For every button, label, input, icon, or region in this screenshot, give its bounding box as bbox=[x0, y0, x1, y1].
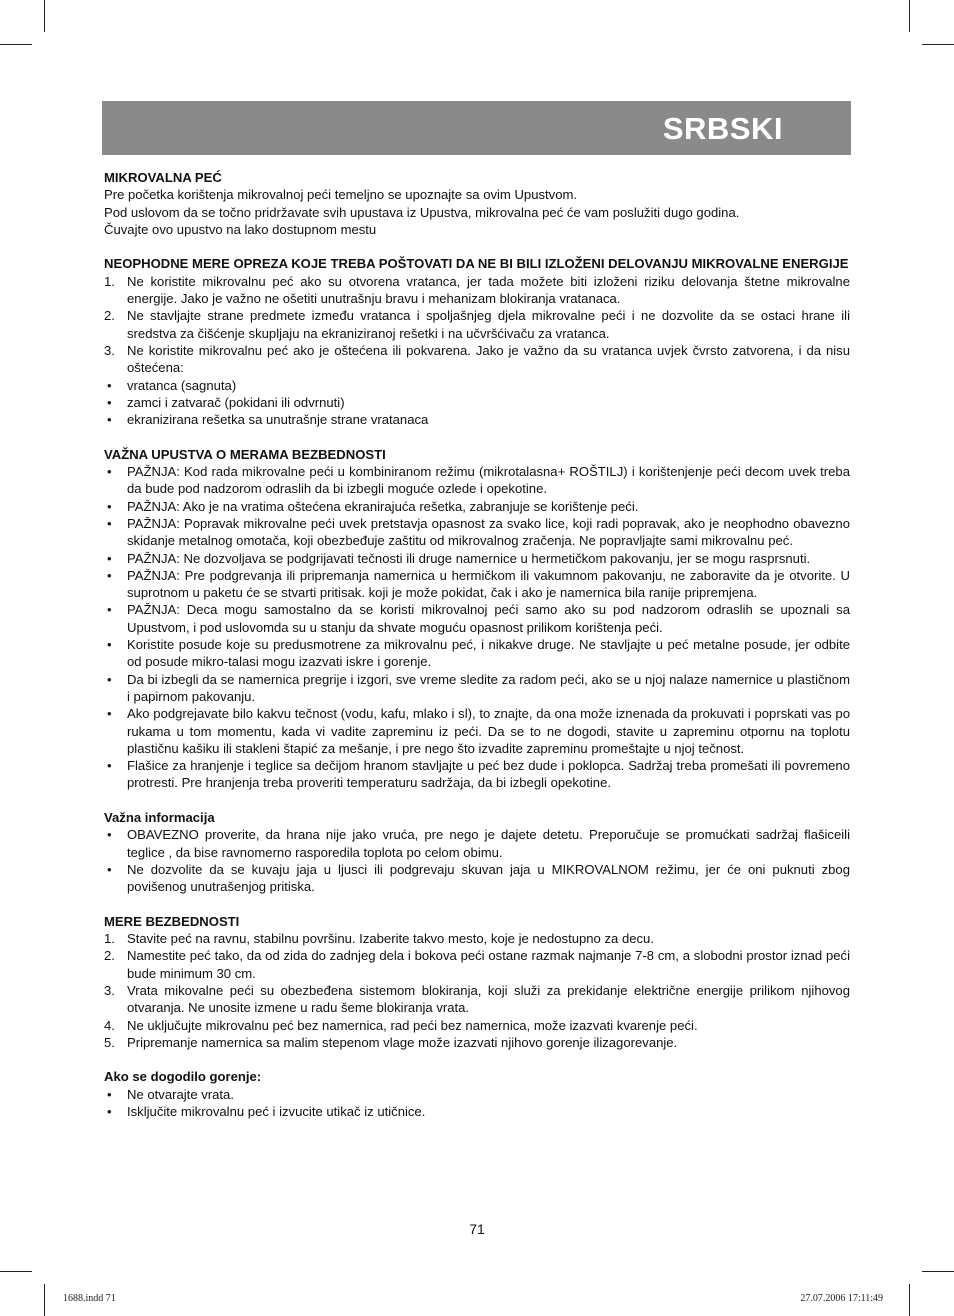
item-number: 1. bbox=[104, 931, 115, 947]
item-text: PAŽNJA: Kod rada mikrovalne peći u kombiniranom režimu (mikrotalasna+ ROŠTILJ) i korištenjenje peći decom uvek treba da bude pod nadzorom odraslih da bi izbegli moguće ozlede i opekotine. bbox=[127, 464, 850, 497]
item-number: 2. bbox=[104, 948, 115, 964]
item-text: PAŽNJA: Ne dozvoljava se podgrijavati tečnosti ili druge namernice u hermetičkom pakovanju, jer se mogu rasprsnuti. bbox=[127, 550, 811, 566]
section bbox=[104, 446, 850, 792]
crop-mark bbox=[909, 0, 910, 32]
bullet-item bbox=[104, 515, 850, 550]
bullet-marker: • bbox=[107, 671, 112, 687]
paragraph: Čuvajte ovo upustvo na lako dostupnom mestu bbox=[104, 221, 377, 237]
section bbox=[104, 169, 850, 238]
numbered-item bbox=[104, 930, 850, 947]
bullet-item bbox=[104, 411, 850, 428]
item-text: Ako podgrejavate bilo kakvu tečnost (vodu, kafu, mlako i sl), to znajte, da ona može iznenada da prokuvati i poprskati vas po rukama u tom momentu, kada vi vadite zapreminu iz peći. Da se to ne dogodi, stavite u zapreminu otpornu na toplotu plastičnu kašiku ili stakleni štapić za mešanje, i pre nego što izvadite zapreminu promeštajte u njoj tečnost. bbox=[127, 706, 850, 756]
numbered-item bbox=[104, 307, 850, 342]
item-text: Ne koristite mikrovalnu peć ako je oštećena ili pokvarena. Jako je važno da su vratanca uvjek čvrsto zatvorena, i da nisu oštećena: bbox=[127, 342, 850, 376]
bullet-item bbox=[104, 1086, 850, 1103]
bullet-marker: • bbox=[107, 498, 112, 514]
item-text: Ne otvarajte vrata. bbox=[127, 1086, 234, 1102]
bullet-marker: • bbox=[107, 1086, 112, 1102]
bullet-item bbox=[104, 757, 850, 792]
item-number: 3. bbox=[104, 342, 115, 358]
item-text: Ne uključujte mikrovalnu peć bez namernica, rad peći bez namernica, može izazvati kvarenje peći. bbox=[127, 1017, 698, 1033]
bullet-item bbox=[104, 394, 850, 411]
bullet-item bbox=[104, 567, 850, 602]
item-number: 5. bbox=[104, 1034, 115, 1050]
item-text: PAŽNJA: Popravak mikrovalne peći uvek pretstavja opasnost za svako lice, koji radi popravak, ako je neophodno obavezno skidanje metalnog omotača, koji obezbeđuje zaštitu od mikrovalnog zračenja. Ne popravljajte sami mikrovalnu peć. bbox=[127, 515, 850, 549]
crop-mark bbox=[922, 44, 954, 45]
footer-datetime: 27.07.2006 17:11:49 bbox=[800, 1293, 883, 1304]
bullet-item bbox=[104, 601, 850, 636]
item-text: Ne dozvolite da se kuvaju jaja u ljusci ili podgrevaju skuvan jaja u MIKROVALNOM režimu, jer će oni puknuti zbog povišenog unutrašenjog pritiska. bbox=[127, 861, 850, 895]
bullet-marker: • bbox=[107, 861, 112, 877]
bullet-marker: • bbox=[107, 758, 112, 774]
paragraph: Pod uslovom da se točno pridržavate svih upustava iz Upustva, mikrovalna peć će vam poslužiti dugo godina. bbox=[104, 204, 740, 220]
item-text: PAŽNJA: Pre podgrevanja ili pripremanja namernica u hermičkom ili vakumnom pakovanju, ne zaboravite da je otvorite. U suprotnom u paketu će se stvarti pritisak. koji je može pokidat, čak i ako je namernica bila ranije pripremjena. bbox=[127, 567, 850, 601]
page-number: 71 bbox=[469, 1221, 485, 1237]
section-title: VAŽNA UPUSTVA O MERAMA BEZBEDNOSTI bbox=[104, 446, 386, 462]
paragraph: Pre početka korištenja mikrovalnoj peći temeljno se upoznajte sa ovim Upustvom. bbox=[104, 187, 578, 203]
language-header-bar bbox=[102, 101, 851, 155]
item-number: 4. bbox=[104, 1017, 115, 1033]
numbered-item bbox=[104, 273, 850, 308]
item-text: Ne koristite mikrovalnu peć ako su otvorena vratanca, jer tada možete biti izloženi riziku delovanja štetne mikrovalne energije. Jako je važno ne ošetiti unutrašnju bravu i mehanizam blokiranja vratanaca. bbox=[127, 273, 850, 307]
section-title: Ako se dogodilo gorenje: bbox=[104, 1069, 262, 1085]
item-text: Da bi izbegli da se namernica pregrije i izgori, sve vreme sledite za radom peći, ako se u njoj nalaze namernice u plastičnom i papirnom pakovanju. bbox=[127, 671, 850, 704]
bullet-marker: • bbox=[107, 827, 112, 843]
item-text: ekranizirana rešetka sa unutrašnje strane vratanaca bbox=[127, 412, 429, 428]
item-text: Vrata mikovalne peći su obezbeđena sistemom blokiranja, koji služi za prekidanje električne energije prilikom njihovog otvaranja. Ne unosite izmene u radu šeme blokiranja vrata. bbox=[127, 982, 850, 1016]
bullet-item bbox=[104, 705, 850, 757]
bullet-item bbox=[104, 550, 850, 567]
numbered-item bbox=[104, 1017, 850, 1034]
section-title: MERE BEZBEDNOSTI bbox=[104, 913, 240, 929]
item-text: Ne stavljajte strane predmete između vratanca i spoljašnjeg djela mikrovalne peći i ne dozvolite da se ostaci hrane ili sredstva za čišćenje skupljaju na ekraniziranoj rešetki i na učvršćivaču za vratanca. bbox=[127, 308, 850, 341]
bullet-item bbox=[104, 861, 850, 896]
section bbox=[104, 255, 850, 428]
section bbox=[104, 913, 850, 1051]
crop-mark bbox=[0, 44, 32, 45]
bullet-marker: • bbox=[107, 377, 112, 393]
item-text: Pripremanje namernica sa malim stepenom vlage može izazvati njihovo gorenje ilizagorevanje. bbox=[127, 1034, 678, 1050]
crop-mark bbox=[44, 0, 45, 32]
bullet-marker: • bbox=[107, 602, 112, 618]
crop-mark bbox=[44, 1284, 45, 1316]
language-title: SRBSKI bbox=[662, 111, 783, 146]
bullet-item bbox=[104, 498, 850, 515]
bullet-marker: • bbox=[107, 1104, 112, 1120]
section bbox=[104, 809, 850, 895]
numbered-item bbox=[104, 982, 850, 1017]
item-text: OBAVEZNO proverite, da hrana nije jako vruća, pre nego je dajete detetu. Preporučuje se promućkati sadržaj flašiceili teglice , da bise ravnomerno rasporedila toplota po celom obimu. bbox=[127, 827, 850, 860]
section bbox=[104, 1068, 850, 1120]
bullet-marker: • bbox=[107, 515, 112, 531]
item-text: vratanca (sagnuta) bbox=[127, 377, 237, 393]
bullet-item bbox=[104, 463, 850, 498]
bullet-marker: • bbox=[107, 567, 112, 583]
item-number: 1. bbox=[104, 273, 115, 289]
section-title: NEOPHODNE MERE OPREZA KOJE TREBA POŠTOVATI DA NE BI BILI IZLOŽENI DELOVANJU MIKROVALNE ENERGIJE bbox=[104, 256, 849, 272]
bullet-marker: • bbox=[107, 412, 112, 428]
bullet-marker: • bbox=[107, 706, 112, 722]
item-text: Namestite peć tako, da od zida do zadnjeg dela i bokova peći ostane razmak najmanje 7-8 cm, a slobodni prostor iznad peći bude minimum 30 cm. bbox=[127, 948, 850, 981]
section-title: Važna informacija bbox=[104, 809, 215, 825]
item-text: zamci i zatvarač (pokidani ili odvrnuti) bbox=[127, 394, 345, 410]
crop-mark bbox=[909, 1284, 910, 1316]
numbered-item bbox=[104, 1034, 850, 1051]
section-title: MIKROVALNA PEĆ bbox=[104, 170, 222, 185]
item-number: 2. bbox=[104, 308, 115, 324]
item-text: PAŽNJA: Ako je na vratima oštećena ekranirajuća rešetka, zabranjuje se korištenje peći. bbox=[127, 498, 639, 514]
bullet-marker: • bbox=[107, 550, 112, 566]
document-body bbox=[104, 169, 850, 1138]
item-text: PAŽNJA: Deca mogu samostalno da se koristi mikrovalnoj peći samo ako su pod nadzorom odraslih se upoznali sa Upustvom, i pod uslovomda su u stanju da shvate moguću opasnost prilikom korištenja peći. bbox=[127, 602, 850, 635]
bullet-item bbox=[104, 671, 850, 706]
bullet-item bbox=[104, 636, 850, 671]
bullet-marker: • bbox=[107, 464, 112, 480]
crop-mark bbox=[0, 1271, 32, 1272]
item-text: Flašice za hranjenje i teglice sa dečijom hranom stavljajte u peć bez dude i poklopca. Sadržaj treba promešati ili povremeno protresti. Pre hranjenja treba proveriti temperaturu sadržaja, da bi izbegli opekotine. bbox=[127, 758, 850, 791]
bullet-item bbox=[104, 377, 850, 394]
numbered-item bbox=[104, 947, 850, 982]
bullet-item bbox=[104, 826, 850, 861]
item-text: Isključite mikrovalnu peć i izvucite utikač iz utičnice. bbox=[127, 1104, 426, 1120]
crop-mark bbox=[922, 1271, 954, 1272]
bullet-item bbox=[104, 1103, 850, 1120]
numbered-item bbox=[104, 342, 850, 377]
item-number: 3. bbox=[104, 982, 115, 998]
bullet-marker: • bbox=[107, 637, 112, 653]
footer-file-name: 1688.indd 71 bbox=[63, 1293, 116, 1304]
item-text: Stavite peć na ravnu, stabilnu površinu. Izaberite takvo mesto, koje je nedostupno za decu. bbox=[127, 931, 654, 947]
item-text: Koristite posude koje su predusmotrene za mikrovalnu peć, i nikakve druge. Ne stavljajte u peć metalne posude, jer odbite od posude mikro-talasi mogu izazvati iskre i gorenje. bbox=[127, 637, 850, 670]
bullet-marker: • bbox=[107, 394, 112, 410]
